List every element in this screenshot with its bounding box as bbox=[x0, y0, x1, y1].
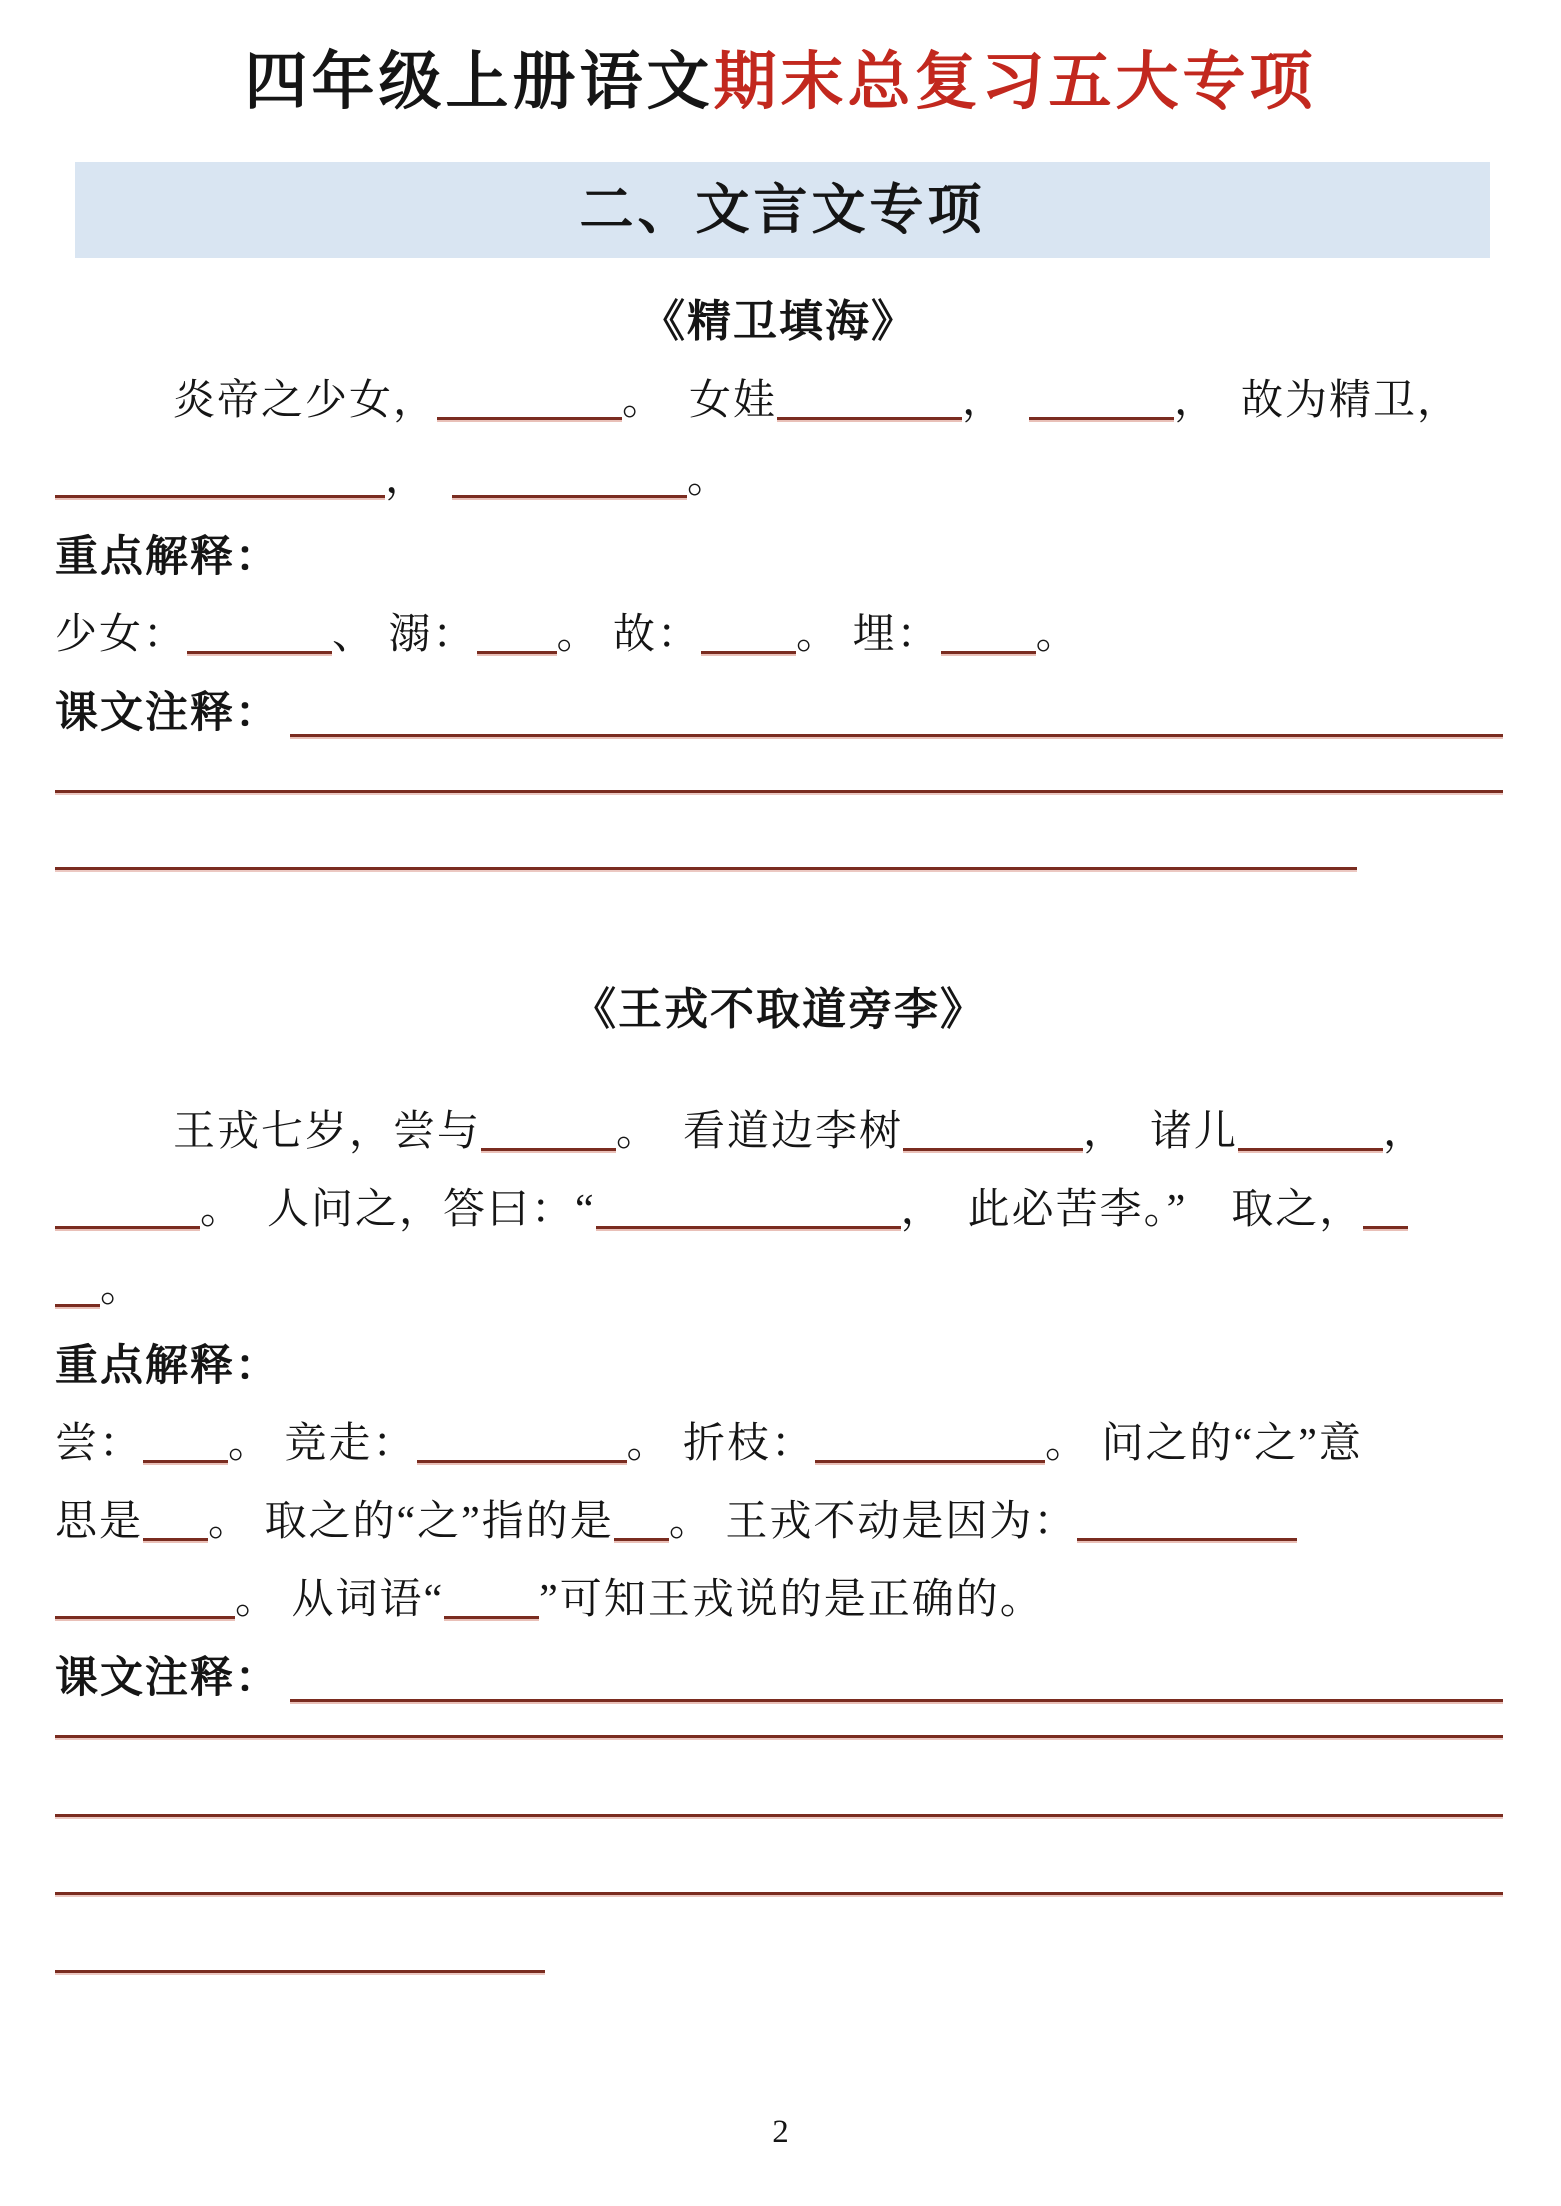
lesson1-notes-row bbox=[55, 674, 1503, 752]
term-text: 。 故： bbox=[556, 612, 702, 658]
blank-line bbox=[1029, 413, 1174, 420]
blank-line bbox=[437, 413, 622, 420]
lesson1-passage-line-1 bbox=[55, 362, 1503, 440]
lesson2-passage-line-3 bbox=[55, 1249, 1503, 1327]
term-text: 。 问之的“之”意 bbox=[1045, 1421, 1363, 1467]
term-text: 。 竞走： bbox=[228, 1421, 417, 1467]
passage-text: 。 bbox=[100, 1265, 145, 1311]
blank-line bbox=[941, 647, 1036, 654]
passage-text: ， bbox=[385, 456, 453, 502]
lesson2-passage-line-1 bbox=[55, 1093, 1503, 1171]
passage-text: 炎帝之少女， bbox=[173, 378, 438, 424]
lesson2-key-terms-line-2 bbox=[55, 1483, 1503, 1561]
blank-line bbox=[187, 647, 332, 654]
blank-line bbox=[417, 1456, 627, 1463]
term-text: 。 取之的“之”指的是 bbox=[208, 1499, 614, 1545]
lesson1-notes-label: 课文注释： bbox=[55, 689, 280, 737]
lesson1-passage-line-2 bbox=[55, 440, 1503, 518]
ruled-line bbox=[55, 867, 1357, 870]
page-title bbox=[0, 0, 1561, 117]
page-content bbox=[0, 294, 1561, 1973]
lesson2-key-terms-line-1 bbox=[55, 1405, 1503, 1483]
lesson2-key-terms-line-3 bbox=[55, 1561, 1503, 1639]
ruled-line bbox=[55, 1814, 1503, 1817]
notes-fill-line bbox=[290, 674, 1503, 737]
term-text: 。 bbox=[1035, 612, 1080, 658]
lesson1-heading: 《精卫填海》 bbox=[641, 297, 917, 346]
passage-text: ， 此必苦李。” 取之， bbox=[900, 1187, 1364, 1233]
lesson2-heading: 《王戎不取道旁李》 bbox=[572, 985, 986, 1034]
lesson2-notes-label: 课文注释： bbox=[55, 1654, 280, 1702]
blank-line bbox=[777, 413, 962, 420]
term-text: 少女： bbox=[55, 612, 188, 658]
ruled-line bbox=[55, 790, 1503, 793]
blank-line bbox=[55, 1222, 200, 1229]
blank-line bbox=[444, 1612, 539, 1619]
passage-text: 王戎七岁，尝与 bbox=[173, 1109, 482, 1155]
blank-line bbox=[55, 1612, 235, 1619]
blank-line bbox=[1238, 1144, 1383, 1151]
ruled-line-short bbox=[55, 1970, 545, 1973]
blank-line bbox=[143, 1534, 208, 1541]
passage-text: 。 看道边李树 bbox=[616, 1109, 904, 1155]
term-text: ”可知王戎说的是正确的。 bbox=[539, 1577, 1044, 1623]
passage-text: ， 故为精卫， bbox=[1174, 378, 1462, 424]
blank-line bbox=[143, 1456, 228, 1463]
blank-line bbox=[55, 491, 385, 498]
ruled-line bbox=[55, 1735, 1503, 1738]
blank-line bbox=[1363, 1222, 1408, 1229]
blank-line bbox=[1077, 1534, 1297, 1541]
term-text: 思是 bbox=[55, 1499, 144, 1545]
blank-line bbox=[596, 1222, 901, 1229]
passage-text: ， bbox=[1383, 1109, 1428, 1155]
ruled-line bbox=[55, 1892, 1503, 1895]
term-text: 、 溺： bbox=[332, 612, 477, 658]
page-title-black: 四年级上册语文 bbox=[244, 47, 714, 117]
blank-line bbox=[614, 1534, 669, 1541]
blank-line bbox=[701, 647, 796, 654]
blank-line bbox=[452, 491, 687, 498]
lesson1-key-terms-label: 重点解释： bbox=[55, 533, 280, 581]
blank-line bbox=[477, 647, 557, 654]
page-title-red: 期末总复习五大专项 bbox=[713, 47, 1317, 117]
term-text: 尝： bbox=[55, 1421, 144, 1467]
blank-line bbox=[903, 1144, 1083, 1151]
page-number: 2 bbox=[772, 2114, 789, 2150]
lesson1-key-terms-line bbox=[55, 596, 1503, 674]
passage-text: 。 bbox=[687, 456, 732, 502]
term-text: 。 王戎不动是因为： bbox=[668, 1499, 1078, 1545]
term-text: 。 埋： bbox=[796, 612, 941, 658]
blank-line bbox=[481, 1144, 616, 1151]
passage-text: ， 诸儿 bbox=[1083, 1109, 1239, 1155]
passage-text: 。 人问之，答曰：“ bbox=[200, 1187, 596, 1233]
blank-line bbox=[55, 1300, 100, 1307]
lesson2-key-terms-label: 重点解释： bbox=[55, 1342, 280, 1390]
section-banner: 二、文言文专项 bbox=[75, 162, 1490, 258]
term-text: 。 从词语“ bbox=[235, 1577, 445, 1623]
lesson2-passage-line-2 bbox=[55, 1171, 1503, 1249]
term-text: 。 折枝： bbox=[626, 1421, 816, 1467]
notes-fill-line bbox=[290, 1639, 1503, 1702]
lesson2-notes-row bbox=[55, 1639, 1503, 1717]
passage-text: ， bbox=[962, 378, 1030, 424]
blank-line bbox=[815, 1456, 1045, 1463]
passage-text: 。 女娃 bbox=[622, 378, 778, 424]
